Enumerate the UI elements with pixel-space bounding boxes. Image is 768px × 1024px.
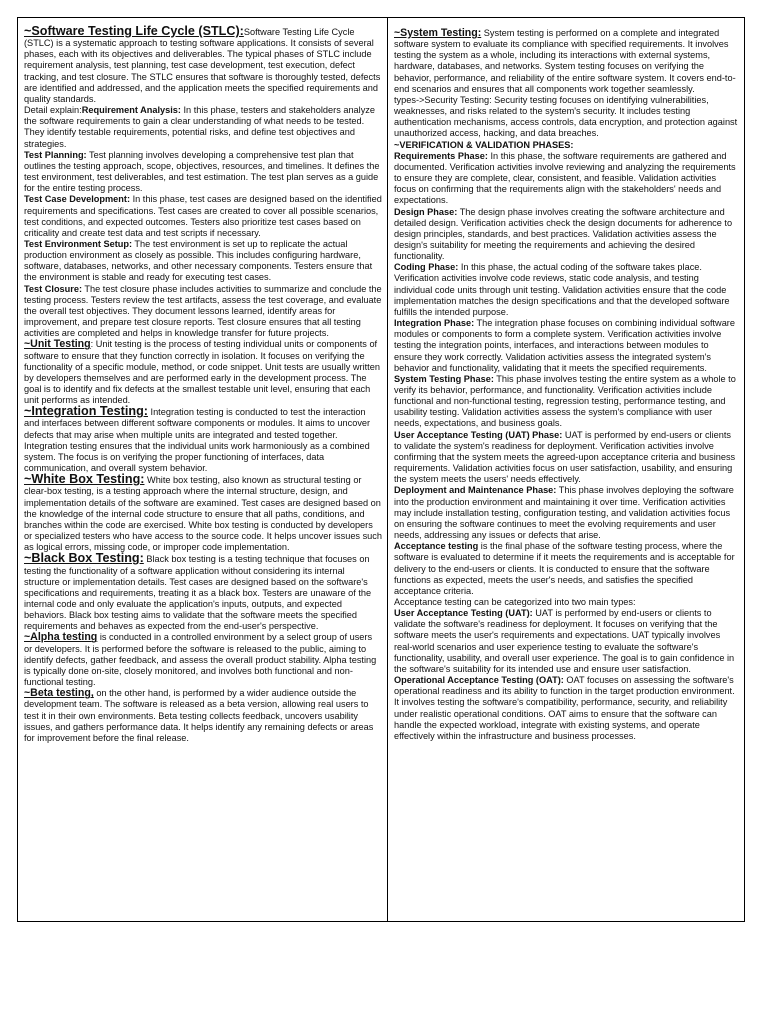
integration-testing-section [24,406,382,474]
design-phase-label: Design Phase: [394,206,458,217]
alpha-testing-heading: ~Alpha testing [24,631,98,644]
uat-phase-section [394,430,738,486]
coding-phase-text: In this phase, the actual coding of the software takes place. Verification activities involve code reviews, static code analysis, and testing individual code units through unit testing. Validation activities ensure that the code implementation matches the design specifications and that the developed software fulfills the intended purpose. [394,262,730,317]
system-testing-text: System testing is performed on a complete and integrated software system to evaluate its compliance with specified requirements. It involves testing the system as a whole, including its interactions with external systems, hardware, databases, and networks. System testing focuses on verifying the behavior, performance, and reliability of the entire software system. It covers end-to-end scenarios and ensures that all components work together seamlessly. [394,28,736,94]
requirements-phase-label: Requirements Phase: [394,150,488,161]
document-page [17,17,745,922]
test-environment-section [24,239,382,284]
test-closure-label: Test Closure: [24,283,83,294]
security-testing-section: types->Security Testing: Security testing focuses on identifying vulnerabilities, weaknesses, and risks related to the system's security. It includes testing authentication mechanisms, access controls, data encryption, and protection against unauthorized access, hacking, and data breaches. [394,94,738,139]
integration-testing-text: Integration testing is conducted to test the interaction and interfaces between different software components or modules. It aims to uncover defects that may arise when multiple units are integrated and tested together. Integration testing ensures that the individual units work harmoniously as a combined system. The focus is on verifying the proper functioning of interfaces, data communication, and overall system behavior. [24,407,371,474]
test-closure-text: The test closure phase includes activities to summarize and conclude the testing process. Testers review the test artifacts, assess the test coverage, and evaluate the overall test objectives. They document lessons learned, identify areas for improvement, and prepare test closure reports. Test closure ensures that all testing activities are completed and helps in knowledge transfer for future projects. [24,283,382,339]
acceptance-testing-text: is the final phase of the software testing process, where the software is evaluated to determine if it meets the requirements and is acceptable for delivery to the end-users or clients. It is conducted to ensure that the software functions as expected, meets the user's needs, and satisfies the specified acceptance criteria. [394,541,735,596]
beta-testing-text: on the other hand, is performed by a wider audience outside the development team. The software is released as a beta version, allowing real users to test it in their own environments. Beta testing collects feedback, uncovers usability issues, and gathers performance data. It helps identify any remaining defects or areas for improvement before the final release. [24,688,374,743]
test-closure-section [24,284,382,340]
deployment-phase-label: Deployment and Maintenance Phase: [394,485,557,496]
acceptance-testing-section [394,541,738,597]
stlc-heading: ~Software Testing Life Cycle (STLC): [24,24,244,38]
design-phase-text: The design phase involves creating the software architecture and detailed design. Verification activities check the design documents for adherence to design principles, standards, and best practices. Validation activities assess the design's suitability for meeting the requirements and achieving the desired functionality. [394,206,733,262]
detail-prefix: Detail explain: [24,105,82,116]
requirement-analysis-text: In this phase, testers and stakeholders analyze the software requirements to gain a clear understanding of what needs to be tested. They identify testable requirements, potential risks, and define test objectives and strategies. [24,105,376,149]
uat-phase-text: UAT is performed by end-users or clients to validate the system's readiness for deployment. Verification activities involve confirming that the system meets the agreed-upon acceptance criteria and business requirements. Validation activities focus on user satisfaction, usability, and ensuring the system meets the users' needs effectively. [394,429,736,485]
left-column [18,18,388,921]
test-planning-text: Test planning involves developing a comprehensive test plan that outlines the testing approach, scope, objectives, resources, and timelines. It defines the test environment, test deliverables, and test estimation. The test plan serves as a guide for the entire testing process. [24,149,380,194]
test-case-development-section [24,194,382,239]
test-case-development-text: In this phase, test cases are designed based on the identified requirements and specifications. Test cases are created to cover all possible scenarios, test conditions, and expected outcomes. Testers also prioritize test cases based on criticality and create test data and test scripts if necessary. [24,194,382,238]
uat-phase-label: User Acceptance Testing (UAT) Phase: [394,429,563,440]
white-box-section [24,474,382,553]
deployment-phase-text: This phase involves deploying the software into the production environment and maintaining it over time. Verification activities may include installation testing, configuration testing, and validation activities focus on ensuring the software continues to meet the evolving requirements and user needs, addressing any issues or defects that arise. [394,485,734,541]
white-box-heading: ~White Box Testing: [24,472,145,487]
integration-phase-section [394,318,738,374]
right-column [388,18,744,921]
stlc-text: Software Testing Life Cycle (STLC) is a systematic approach to testing software applications. It consists of several phases, each with its objectives and deliverables. The typical phases of STLC include requirement analysis, test planning, test case development, test execution, defect tracking, and test closure. The STLC ensures that software is thoroughly tested, defects are identified and addressed, and the application meets the specified requirements and quality standards. [24,27,381,104]
system-testing-phase-section [394,374,738,430]
alpha-testing-section [24,632,382,688]
test-environment-label: Test Environment Setup: [24,238,133,249]
integration-phase-text: The integration phase focuses on combining individual software modules or components to form a complete system. Verification activities involve testing the integration points, interfaces, and interactions between modules to ensure they work correctly. Validation activities assess the integrated system's behavior and functionality, validating that it meets the specified requirements. [394,318,735,373]
acceptance-testing-label: Acceptance testing [394,541,479,552]
unit-testing-heading: ~Unit Testing [24,338,91,351]
uat-label: User Acceptance Testing (UAT): [394,608,533,619]
test-planning-label: Test Planning: [24,149,87,160]
uat-text: UAT is performed by end-users or clients to validate the software's readiness for deployment. It focuses on verifying that the software meets the user's requirements and expectations. UAT typically involves real-world scenarios and user experience testing to evaluate the software's functionality, usability, and overall user experience. The goal is to gain confidence in the software's suitability for its intended use and ensure user satisfaction. [394,608,735,674]
vv-phases-heading: ~VERIFICATION & VALIDATION PHASES: [394,139,574,150]
design-phase-section [394,207,738,263]
system-testing-phase-label: System Testing Phase: [394,373,494,384]
coding-phase-section [394,262,738,318]
unit-testing-section [24,339,382,406]
test-planning-section [24,150,382,195]
system-testing-heading: ~System Testing: [394,27,482,39]
beta-testing-section [24,688,382,744]
coding-phase-label: Coding Phase: [394,262,459,273]
stlc-section [24,26,382,105]
requirements-phase-text: In this phase, the software requirements are gathered and documented. Verification activities involve reviewing and analyzing the requirements to ensure they are complete, clear, consistent, and feasible. Validation activities focus on confirming that the requirements align with the stakeholders' needs and expectations. [394,150,736,206]
black-box-text: Black box testing is a testing technique that focuses on testing the functionality of a software application without considering its internal structure or implementation details. Test cases are designed based on the software's specifications and requirements, treating it as a black box. Testers are unaware of the internal code and only evaluate the application's inputs, outputs, and expected behaviors. Black box testing aims to validate that the software meets the specified requirements and behaves as expected from the end-user's perspective. [24,554,372,632]
requirement-analysis-label: Requirement Analysis: [81,105,181,116]
integration-phase-label: Integration Phase: [394,318,475,329]
alpha-testing-text: is conducted in a controlled environment by a select group of users or developers. It is performed before the software is released to the public, aiming to identify defects, gather feedback, and assess the overall product stability. Alpha testing is typically done on-site, closely monitored, and involves both functional and non-functional testing. [24,632,377,688]
oat-label: Operational Acceptance Testing (OAT): [394,675,564,686]
deployment-phase-section [394,485,738,541]
unit-testing-text: : Unit testing is the process of testing individual units or components of software to ensure that they function correctly in isolation. It focuses on verifying the functionality of a specific module, method, or code snippet. Unit tests are usually written by developers themselves and are performed early in the development process. The goal is to identify and fix defects at the smallest testable unit level, ensuring that each unit performs as intended. [24,339,380,406]
integration-testing-heading: ~Integration Testing: [24,404,148,419]
requirements-phase-section [394,151,738,207]
acceptance-categories: Acceptance testing can be categorized into two main types: [394,596,636,607]
black-box-section [24,553,382,632]
black-box-heading: ~Black Box Testing: [24,551,144,566]
oat-text: OAT focuses on assessing the software's operational readiness and its ability to function in the target production environment. It involves testing the software's compatibility, performance, security, and reliability under realistic operational conditions. OAT aims to ensure that the software can handle the expected workload, integrate with existing systems, and operate effectively within the infrastructure and business processes. [394,675,735,741]
test-case-development-label: Test Case Development: [24,194,131,205]
system-testing-phase-text: This phase involves testing the entire system as a whole to verify its behavior, performance, and functionality. Verification activities include functional and non-functional testing, regression testing, performance testing, and usability testing. Validation activities assess the system's compliance with user needs, expectations, and business goals. [394,373,736,429]
white-box-text: White box testing, also known as structural testing or clear-box testing, is a testing approach where the internal structure, design, and implementation details of the software are examined. Test cases are designed based on the knowledge of the internal code structure to ensure that all paths, conditions, and branches within the code are exercised. White box testing is conducted by developers or specialized testers who have access to the source code. It helps uncover issues such as logical errors, missing code, or improper code implementation. [24,475,382,553]
system-testing-section [394,28,738,95]
oat-section [394,675,738,742]
test-environment-text: The test environment is set up to replicate the actual production environment as closely as possible. This includes configuring hardware, software, databases, networks, and other necessary components. Testers ensure that the environment is stable and ready for executing test cases. [24,238,373,283]
requirement-analysis-section [24,105,382,150]
uat-section [394,608,738,675]
beta-testing-heading: ~Beta testing, [24,687,94,700]
